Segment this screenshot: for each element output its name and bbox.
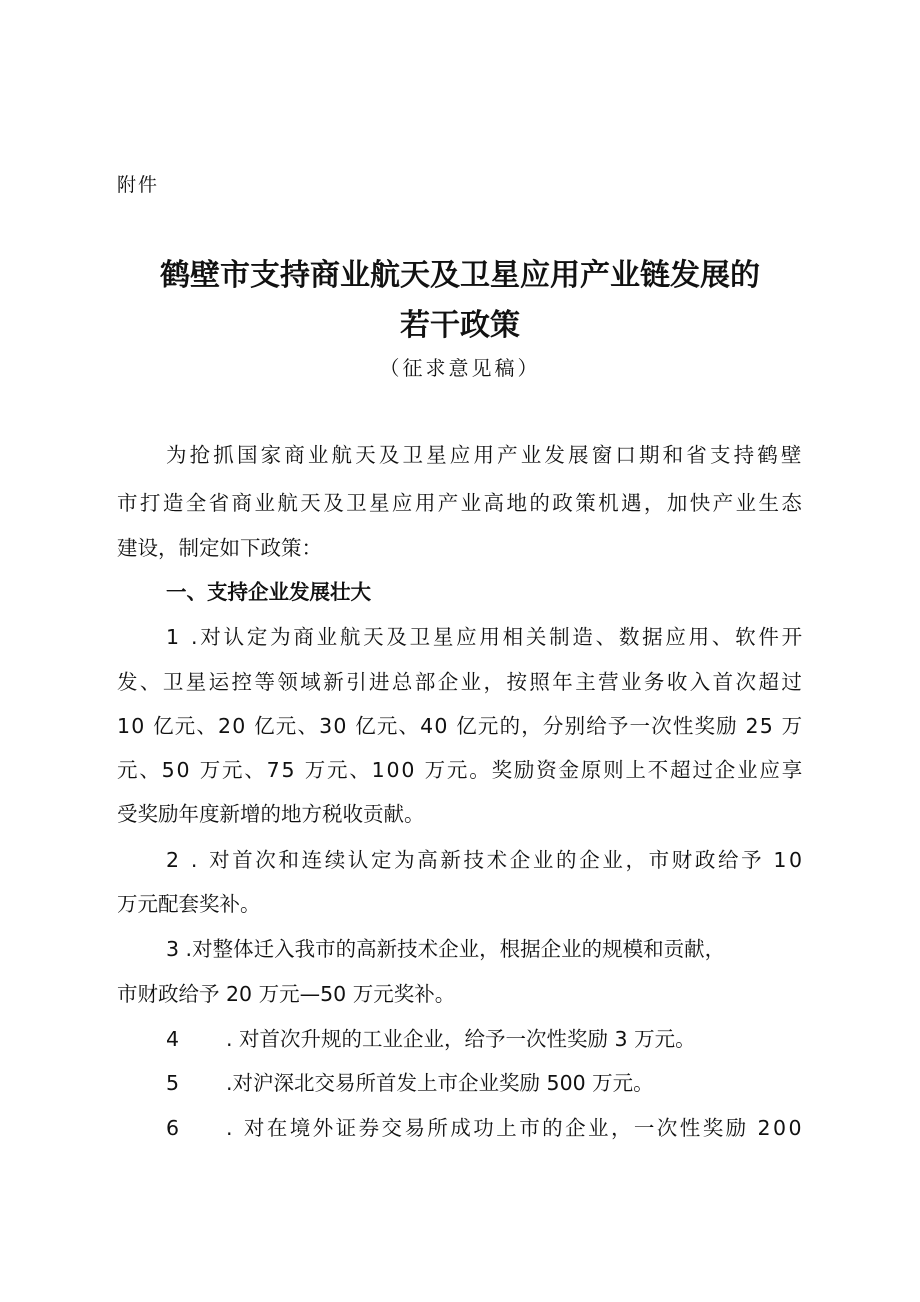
item1-line-5: 受奖励年度新增的地方税收贡献。 [117, 802, 425, 826]
item1-line-2: 发、卫星运控等领域新引进总部企业，按照年主营业务收入首次超过 [117, 670, 805, 694]
item2-line-2: 万元配套奖补。 [117, 892, 261, 916]
section-heading-1: 一、支持企业发展壮大 [166, 580, 371, 604]
item2-line-1: 2 . 对首次和连续认定为高新技术企业的企业，市财政给予 10 [166, 848, 805, 872]
item6-text: . 对在境外证券交易所成功上市的企业，一次性奖励 200 [226, 1116, 804, 1140]
intro-line-3: 建设，制定如下政策： [117, 536, 322, 560]
document-subtitle: （征求意见稿） [379, 356, 541, 380]
document-title-line-1: 鹤壁市支持商业航天及卫星应用产业链发展的 [160, 258, 760, 293]
intro-line-1: 为抢抓国家商业航天及卫星应用产业发展窗口期和省支持鹤壁 [166, 443, 805, 467]
item1-line-3: 10 亿元、20 亿元、30 亿元、40 亿元的，分别给予一次性奖励 25 万 [117, 714, 804, 738]
item3-line-2: 市财政给予 20 万元—50 万元奖补。 [117, 982, 456, 1006]
item5-number: 5 [166, 1071, 180, 1095]
item5-text: .对沪深北交易所首发上市企业奖励 500 万元。 [226, 1071, 654, 1095]
attachment-label: 附件 [117, 174, 160, 196]
item1-line-1: 1 .对认定为商业航天及卫星应用相关制造、数据应用、软件开 [166, 625, 805, 649]
item4-number: 4 [166, 1027, 180, 1051]
item3-line-1: 3 .对整体迁入我市的高新技术企业，根据企业的规模和贡献， [166, 937, 726, 961]
item6-number: 6 [166, 1116, 180, 1140]
document-title-line-2: 若干政策 [400, 308, 520, 343]
intro-line-2: 市打造全省商业航天及卫星应用产业高地的政策机遇，加快产业生态 [117, 491, 805, 515]
item1-line-4: 元、50 万元、75 万元、100 万元。奖励资金原则上不超过企业应享 [117, 758, 805, 782]
item4-text: . 对首次升规的工业企业，给予一次性奖励 3 万元。 [226, 1027, 696, 1051]
